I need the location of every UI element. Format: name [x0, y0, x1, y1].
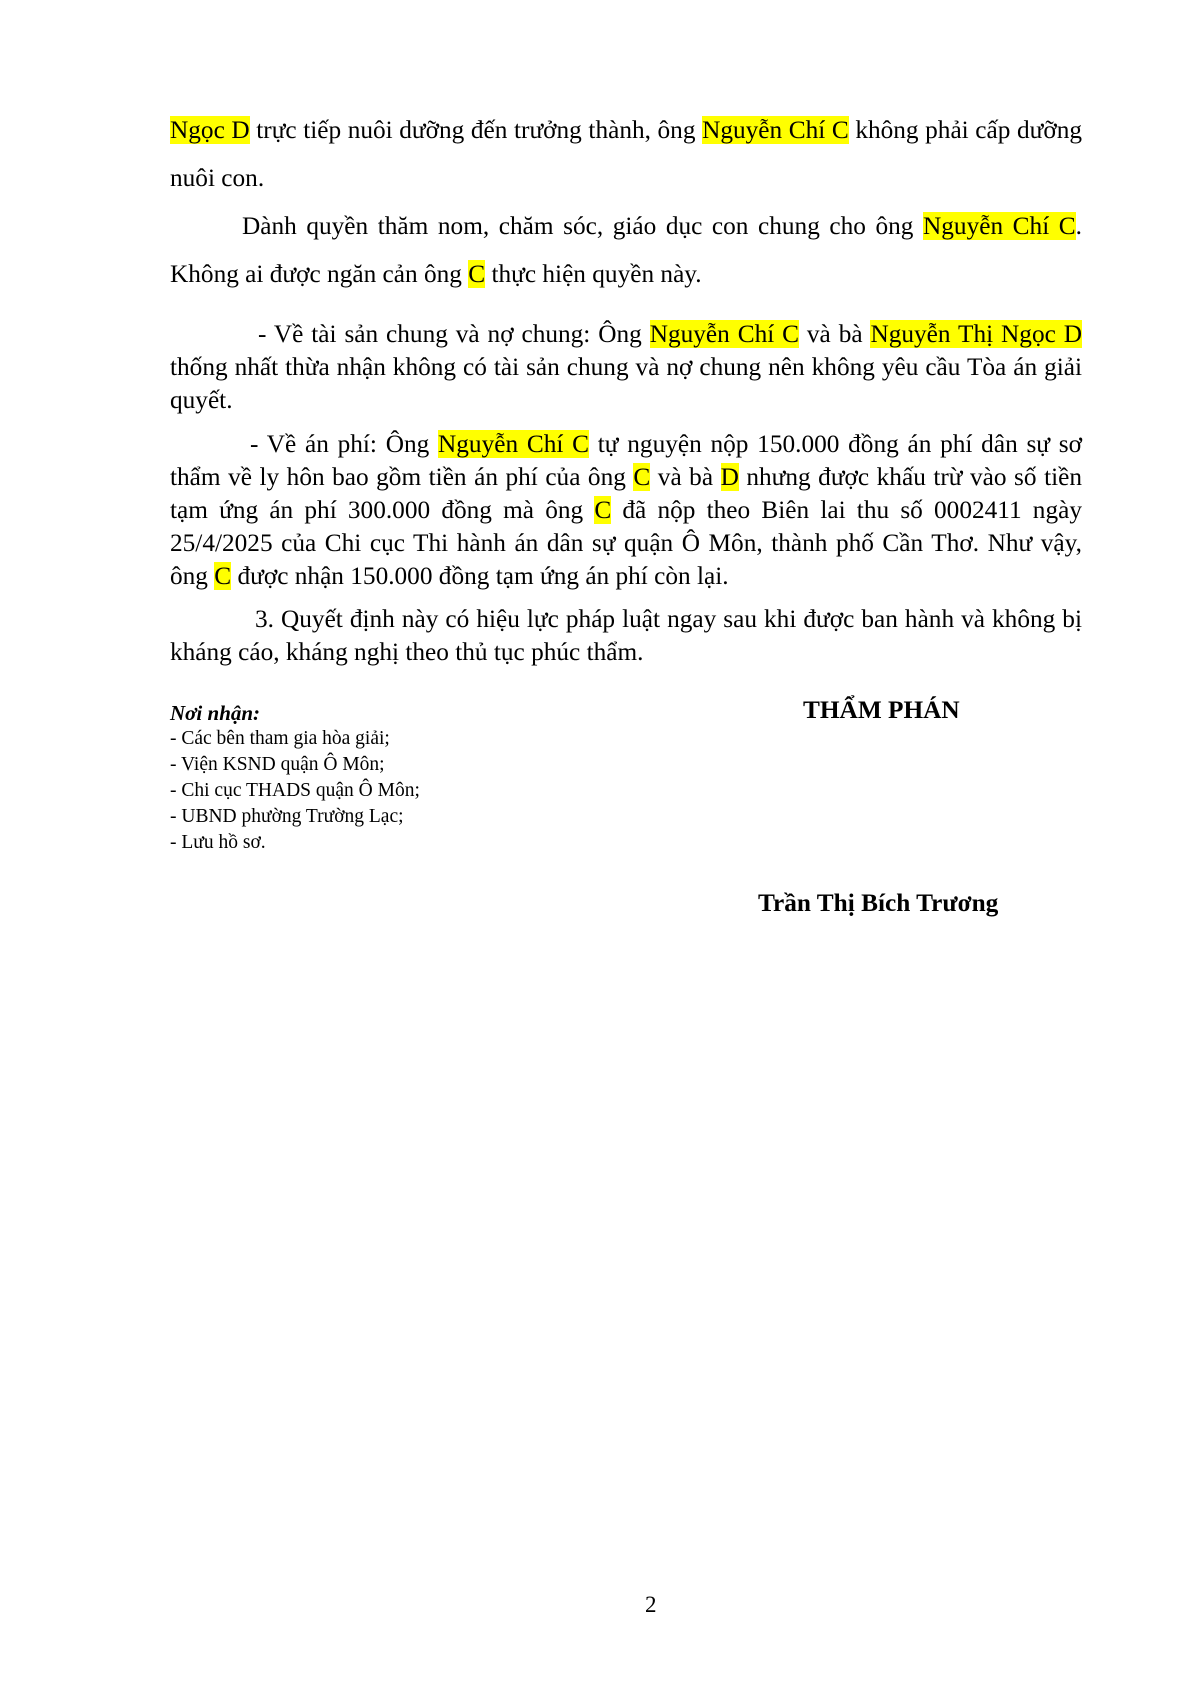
paragraph-text: Dành quyền thăm nom, chăm sóc, giáo dục con chung cho ông — [242, 212, 924, 240]
recipient-item: - Viện KSND quận Ô Môn; — [170, 754, 385, 775]
paragraph-text: tự nguyện nộp 150.000 đồng án phí dân sự sơ thẩm về ly hôn bao gồm tiền án phí của ông — [170, 430, 1082, 491]
paragraph-court-fee — [170, 428, 1082, 593]
recipients-title: Nơi nhận: — [170, 701, 261, 725]
paragraph-text: thực hiện quyền này. — [485, 260, 702, 288]
page-number: 2 — [645, 1592, 657, 1617]
paragraph-text: và bà — [650, 463, 721, 491]
paragraph-text: - Về tài sản chung và nợ chung: Ông — [258, 320, 650, 348]
recipients-block — [170, 700, 670, 856]
paragraph-text: . Không ai được ngăn cản ông — [170, 212, 1082, 288]
paragraph-visitation — [170, 202, 1082, 298]
recipient-item: - Chi cục THADS quận Ô Môn; — [170, 780, 420, 801]
highlighted-name: Nguyễn Chí C — [702, 116, 849, 144]
paragraph-text: trực tiếp nuôi dưỡng đến trưởng thành, ông — [249, 116, 703, 144]
paragraph-text: không phải cấp dưỡng nuôi con. — [170, 116, 1083, 192]
highlighted-name: Nguyễn Chí C — [649, 320, 800, 348]
highlighted-name: D — [720, 463, 739, 491]
paragraph-text: - Về án phí: Ông — [250, 430, 439, 458]
highlighted-name: C — [633, 463, 651, 491]
highlighted-name: Nguyễn Chí C — [923, 212, 1076, 240]
highlighted-name: Ngọc D — [170, 116, 250, 144]
paragraph-text: được nhận 150.000 đồng tạm ứng án phí còn lại. — [231, 562, 729, 590]
highlighted-name: C — [594, 496, 612, 524]
highlighted-name: Nguyễn Chí C — [438, 430, 590, 458]
signature-name: Trần Thị Bích Trương — [758, 889, 999, 917]
paragraph-text: và bà — [799, 320, 871, 348]
paragraph-text: nhưng được khấu trừ vào số tiền tạm ứng án phí 300.000 đồng mà ông — [170, 463, 1082, 524]
highlighted-name: C — [468, 260, 486, 288]
recipient-item: - UBND phường Trường Lạc; — [170, 806, 404, 827]
highlighted-name: Nguyễn Thị Ngọc D — [870, 320, 1082, 348]
paragraph-property — [170, 318, 1082, 417]
recipient-item: - Lưu hồ sơ. — [170, 832, 266, 853]
highlighted-name: C — [214, 562, 232, 590]
signature-title: THẨM PHÁN — [803, 696, 960, 724]
paragraph-effect: 3. Quyết định này có hiệu lực pháp luật ngay sau khi được ban hành và không bị kháng cáo, kháng nghị theo thủ tục phúc thẩm. — [170, 605, 1082, 666]
paragraph-text: thống nhất thừa nhận không có tài sản chung và nợ chung nên không yêu cầu Tòa án giải quyết. — [170, 353, 1082, 414]
paragraph-text: đã nộp theo Biên lai thu số 0002411 ngày 25/4/2025 của Chi cục Thi hành án dân sự quận Ô Môn, thành phố Cần Thơ. Như vậy, ông — [170, 496, 1082, 590]
paragraph-custody — [170, 106, 1082, 202]
recipient-item: - Các bên tham gia hòa giải; — [170, 728, 390, 749]
